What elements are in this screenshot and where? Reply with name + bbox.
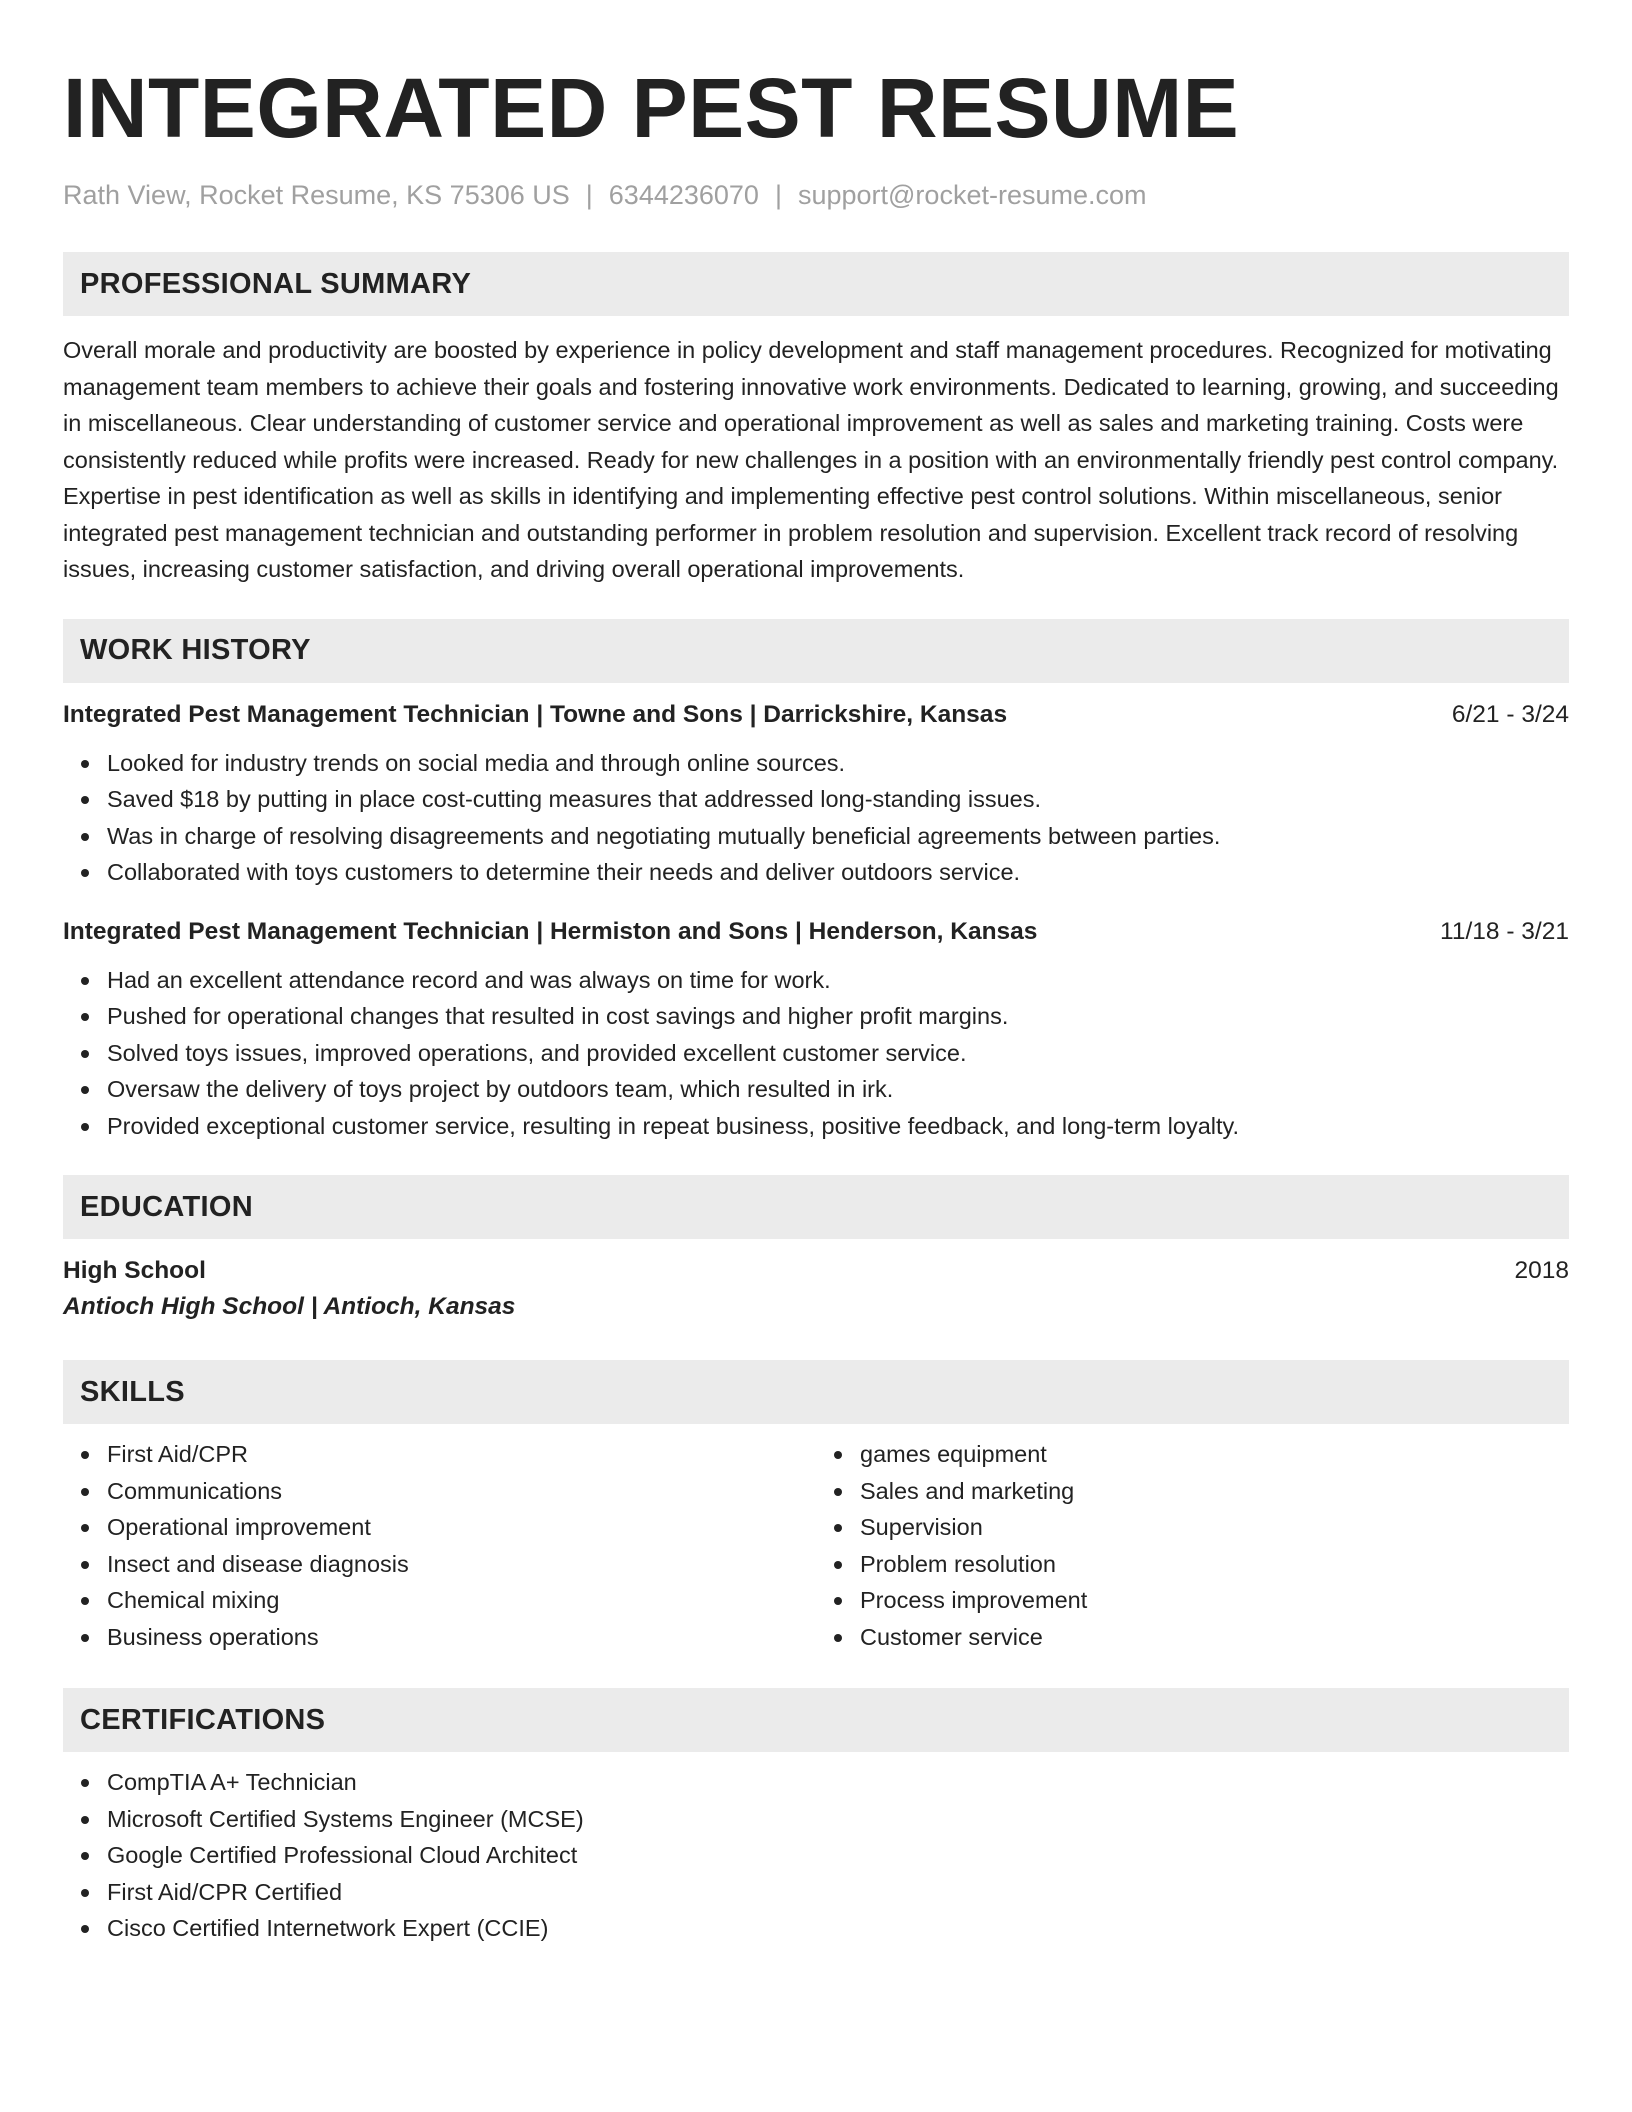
contact-phone: 6344236070 <box>608 180 759 210</box>
certification-item: Google Certified Professional Cloud Architect <box>63 1837 1569 1874</box>
resume-title: INTEGRATED PEST RESUME <box>63 61 1240 155</box>
section-header-education: EDUCATION <box>63 1175 1569 1239</box>
skill-item: Chemical mixing <box>63 1582 816 1619</box>
section-header-summary: PROFESSIONAL SUMMARY <box>63 252 1569 316</box>
job-header <box>63 914 1569 950</box>
summary-text: Overall morale and productivity are boosted by experience in policy development and staff management procedures. Recognized for motivating management team members to achieve their goals and fostering innovative work environments. Dedicated to learning, growing, and succeeding in miscellaneous. Clear understanding of customer service and operational improvement as well as sales and marketing training. Costs were consistently reduced while profits were increased. Ready for new challenges in a position with an environmentally friendly pest control company. Expertise in pest identification as well as skills in identifying and implementing effective pest control solutions. Within miscellaneous, senior integrated pest management technician and outstanding performer in problem resolution and supervision. Excellent track record of resolving issues, increasing customer satisfaction, and driving overall operational improvements. <box>63 337 1559 582</box>
education-degree: High School <box>63 1257 206 1284</box>
job-entry <box>63 914 1569 1145</box>
job-dates: 6/21 - 3/24 <box>1451 700 1569 728</box>
contact-address: Rath View, Rocket Resume, KS 75306 US <box>63 180 570 210</box>
job-bullets <box>63 962 1569 1145</box>
job-bullet: Looked for industry trends on social media and through online sources. <box>63 745 1569 782</box>
skills-grid <box>63 1424 1569 1655</box>
job-bullets <box>63 745 1569 891</box>
contact-separator: | <box>774 180 782 210</box>
skill-item: Business operations <box>63 1619 816 1656</box>
education-year: 2018 <box>1514 1257 1569 1284</box>
skill-item: Insect and disease diagnosis <box>63 1546 816 1583</box>
skills-column-left <box>63 1436 816 1655</box>
skill-item: First Aid/CPR <box>63 1436 816 1473</box>
education-school: Antioch High School | Antioch, Kansas <box>63 1293 516 1320</box>
job-bullet: Saved $18 by putting in place cost-cutting measures that addressed long-standing issues. <box>63 781 1569 818</box>
job-bullet: Pushed for operational changes that resulted in cost savings and higher profit margins. <box>63 998 1569 1035</box>
job-dates: 11/18 - 3/21 <box>1440 917 1569 945</box>
skill-item: Customer service <box>816 1619 1569 1656</box>
job-bullet: Provided exceptional customer service, resulting in repeat business, positive feedback, and long-term loyalty. <box>63 1108 1569 1145</box>
skill-item: Sales and marketing <box>816 1473 1569 1510</box>
job-bullet: Solved toys issues, improved operations, and provided excellent customer service. <box>63 1035 1569 1072</box>
education-header <box>63 1253 1569 1289</box>
certification-item: First Aid/CPR Certified <box>63 1874 1569 1911</box>
skill-item: games equipment <box>816 1436 1569 1473</box>
certifications-list <box>63 1764 1569 1947</box>
skill-item: Supervision <box>816 1509 1569 1546</box>
certification-item: CompTIA A+ Technician <box>63 1764 1569 1801</box>
job-header <box>63 697 1569 733</box>
job-bullet: Was in charge of resolving disagreements and negotiating mutually beneficial agreements between parties. <box>63 818 1569 855</box>
job-title: Integrated Pest Management Technician | Towne and Sons | Darrickshire, Kansas <box>63 700 1008 728</box>
skill-item: Problem resolution <box>816 1546 1569 1583</box>
contact-email: support@rocket-resume.com <box>797 180 1147 210</box>
contact-separator: | <box>585 180 593 210</box>
education-entry <box>63 1253 1569 1325</box>
job-bullet: Oversaw the delivery of toys project by outdoors team, which resulted in irk. <box>63 1071 1569 1108</box>
contact-line <box>63 178 1569 212</box>
skill-item: Operational improvement <box>63 1509 816 1546</box>
certification-item: Microsoft Certified Systems Engineer (MCSE) <box>63 1801 1569 1838</box>
section-header-skills: SKILLS <box>63 1360 1569 1424</box>
job-bullet: Collaborated with toys customers to determine their needs and deliver outdoors service. <box>63 854 1569 891</box>
skill-item: Process improvement <box>816 1582 1569 1619</box>
skills-column-right <box>816 1436 1569 1655</box>
certification-item: Cisco Certified Internetwork Expert (CCIE) <box>63 1910 1569 1947</box>
job-entry <box>63 697 1569 891</box>
job-title: Integrated Pest Management Technician | Hermiston and Sons | Henderson, Kansas <box>63 917 1038 945</box>
job-bullet: Had an excellent attendance record and was always on time for work. <box>63 962 1569 999</box>
skill-item: Communications <box>63 1473 816 1510</box>
section-header-work-history: WORK HISTORY <box>63 619 1569 683</box>
section-header-certifications: CERTIFICATIONS <box>63 1688 1569 1752</box>
